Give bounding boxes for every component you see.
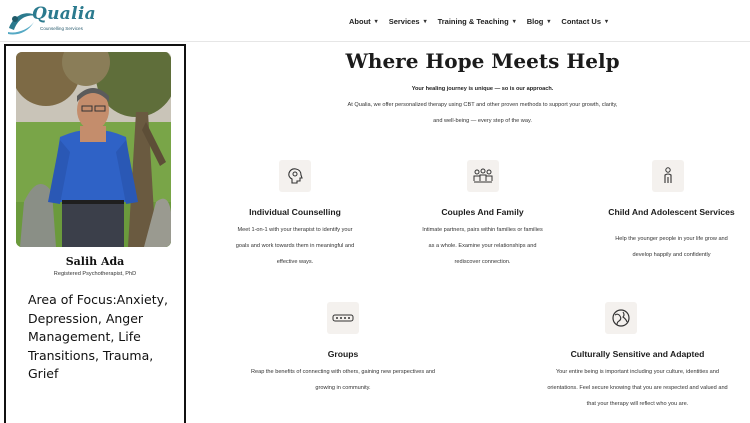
nav-label: About <box>349 16 371 26</box>
nav-item-training[interactable] <box>438 14 516 28</box>
services-section <box>190 44 750 423</box>
service-title: Culturally Sensitive and Adapted <box>570 349 705 359</box>
nav-item-services[interactable] <box>389 14 427 28</box>
nav-item-about[interactable] <box>349 14 378 28</box>
intro-text-line: and well-being — every step of the way. <box>433 118 532 124</box>
nav-item-contact[interactable] <box>561 14 608 28</box>
service-description <box>395 222 570 270</box>
chevron-down-icon: ▾ <box>547 18 551 25</box>
nav-label: Contact Us <box>561 16 601 26</box>
service-description-line: Help the younger people in your life grow and <box>615 236 728 242</box>
intro-tagline: Your healing journey is unique — so is our approach. <box>411 86 554 92</box>
service-description-line: orientations. Feel secure knowing that you are respected and valued and <box>547 385 728 391</box>
service-description-line: goals and work towards them in meaningful and <box>235 243 355 249</box>
service-description <box>208 364 478 396</box>
child-icon <box>652 160 684 192</box>
intro-text-line: At Qualia, we offer personalized therapy using CBT and other proven methods to support your growth, clarity, <box>347 102 618 108</box>
service-title: Couples And Family <box>441 207 524 217</box>
therapist-profile-card <box>4 44 186 423</box>
service-title: Groups <box>327 349 359 359</box>
head-icon <box>279 160 311 192</box>
logo-tagline: Counselling Services <box>40 26 83 31</box>
service-title: Child And Adolescent Services <box>608 207 735 217</box>
nav-label: Training & Teaching <box>437 16 509 26</box>
globe-icon <box>605 302 637 334</box>
service-description <box>210 222 380 270</box>
therapist-name: Salih Ada <box>65 255 125 268</box>
service-description-line: Intimate partners, pairs within families or families <box>422 227 543 233</box>
group-icon <box>327 302 359 334</box>
chevron-down-icon: ▾ <box>605 18 609 25</box>
nav-item-blog[interactable] <box>527 14 551 28</box>
service-description-line: as a whole. Examine your relationships and <box>428 243 537 249</box>
chevron-down-icon: ▾ <box>374 18 378 25</box>
logo-wordmark: Qualia <box>32 4 96 24</box>
main-nav <box>349 14 619 28</box>
service-description-line: growing in community. <box>315 385 371 391</box>
chevron-down-icon: ▾ <box>423 18 427 25</box>
service-description-line: develop happily and confidently <box>632 252 711 258</box>
page-title: Where Hope Meets Help <box>345 49 620 73</box>
service-description-line: that your therapy will reflect who you are. <box>586 401 689 407</box>
family-icon <box>467 160 499 192</box>
therapist-photo <box>16 52 171 247</box>
service-description <box>584 231 750 263</box>
qualia-logo[interactable] <box>6 4 98 38</box>
service-description-line: Meet 1-on-1 with your therapist to identify your <box>237 227 353 233</box>
service-title: Individual Counselling <box>249 207 341 217</box>
chevron-down-icon: ▾ <box>512 18 516 25</box>
service-description-line: rediscover connection. <box>454 259 511 265</box>
service-description-line: Your entire being is important including your culture, identities and <box>555 369 720 375</box>
therapist-photo-image <box>16 52 171 247</box>
nav-label: Blog <box>526 16 544 26</box>
nav-label: Services <box>388 16 420 26</box>
area-of-focus: Area of Focus:Anxiety, Depression, Anger Management, Life Transitions, Trauma, Grief <box>28 292 168 381</box>
site-header <box>0 0 750 42</box>
therapist-credentials: Registered Psychotherapist, PhD <box>53 271 137 277</box>
service-description <box>505 364 750 412</box>
service-description-line: Reap the benefits of connecting with others, gaining new perspectives and <box>250 369 436 375</box>
service-description-line: effective ways. <box>276 259 314 265</box>
